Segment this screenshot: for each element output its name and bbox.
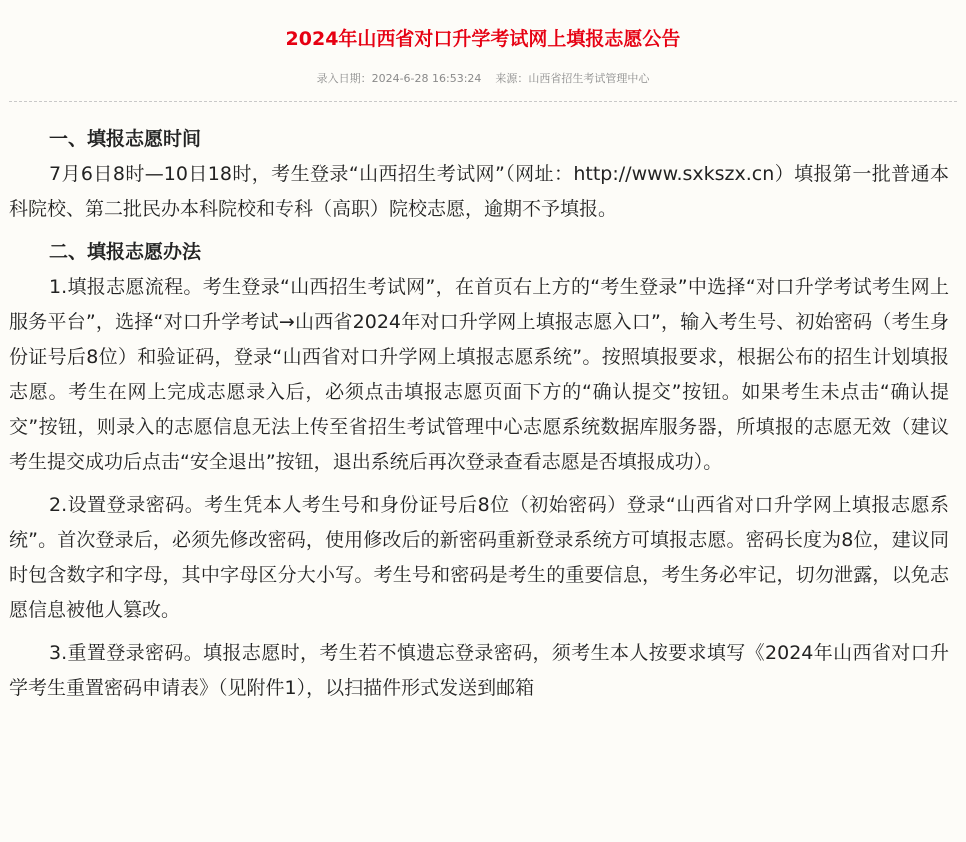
date-value: 2024-6-28 16:53:24	[371, 72, 482, 85]
source-value: 山西省招生考试管理中心	[528, 72, 650, 85]
date-label: 录入日期：	[316, 72, 372, 85]
paragraph-time: 7月6日8时—10日18时，考生登录“山西招生考试网”（网址：http://www.sxkszx.cn）填报第一批普通本科院校、第二批民办本科院校和专科（高职）院校志愿，逾期不予填报。	[9, 163, 949, 220]
source-label: 来源：	[495, 72, 529, 85]
article-meta	[0, 70, 966, 86]
paragraph-reset: 3.重置登录密码。填报志愿时，考生若不慎遗忘登录密码，须考生本人按要求填写《2024年山西省对口升学考生重置密码申请表》（见附件1），以扫描件形式发送到邮箱	[9, 642, 949, 699]
paragraph-process: 1.填报志愿流程。考生登录“山西招生考试网”，在首页右上方的“考生登录”中选择“对口升学考试考生网上服务平台”，选择“对口升学考试→山西省2024年对口升学网上填报志愿入口”，输入考生号、初始密码（考生身份证号后8位）和验证码，登录“山西省对口升学网上填报志愿系统”。按照填报要求，根据公布的招生计划填报志愿。考生在网上完成志愿录入后，必须点击填报志愿页面下方的“确认提交”按钮。如果考生未点击“确认提交”按钮，则录入的志愿信息无法上传至省招生考试管理中心志愿系统数据库服务器，所填报的志愿无效（建议考生提交成功后点击“安全退出”按钮，退出系统后再次登录查看志愿是否填报成功）。	[9, 276, 949, 473]
section-heading-time: 一、填报志愿时间	[49, 128, 202, 150]
section-heading-method: 二、填报志愿办法	[49, 241, 202, 263]
paragraph-password: 2.设置登录密码。考生凭本人考生号和身份证号后8位（初始密码）登录“山西省对口升学网上填报志愿系统”。首次登录后，必须先修改密码，使用修改后的新密码重新登录系统方可填报志愿。密码长度为8位，建议同时包含数字和字母，其中字母区分大小写。考生号和密码是考生的重要信息，考生务必牢记，切勿泄露，以免志愿信息被他人篡改。	[9, 494, 949, 621]
article-title: 2024年山西省对口升学考试网上填报志愿公告	[285, 28, 681, 50]
header-divider	[9, 101, 957, 102]
article-body	[9, 122, 949, 714]
